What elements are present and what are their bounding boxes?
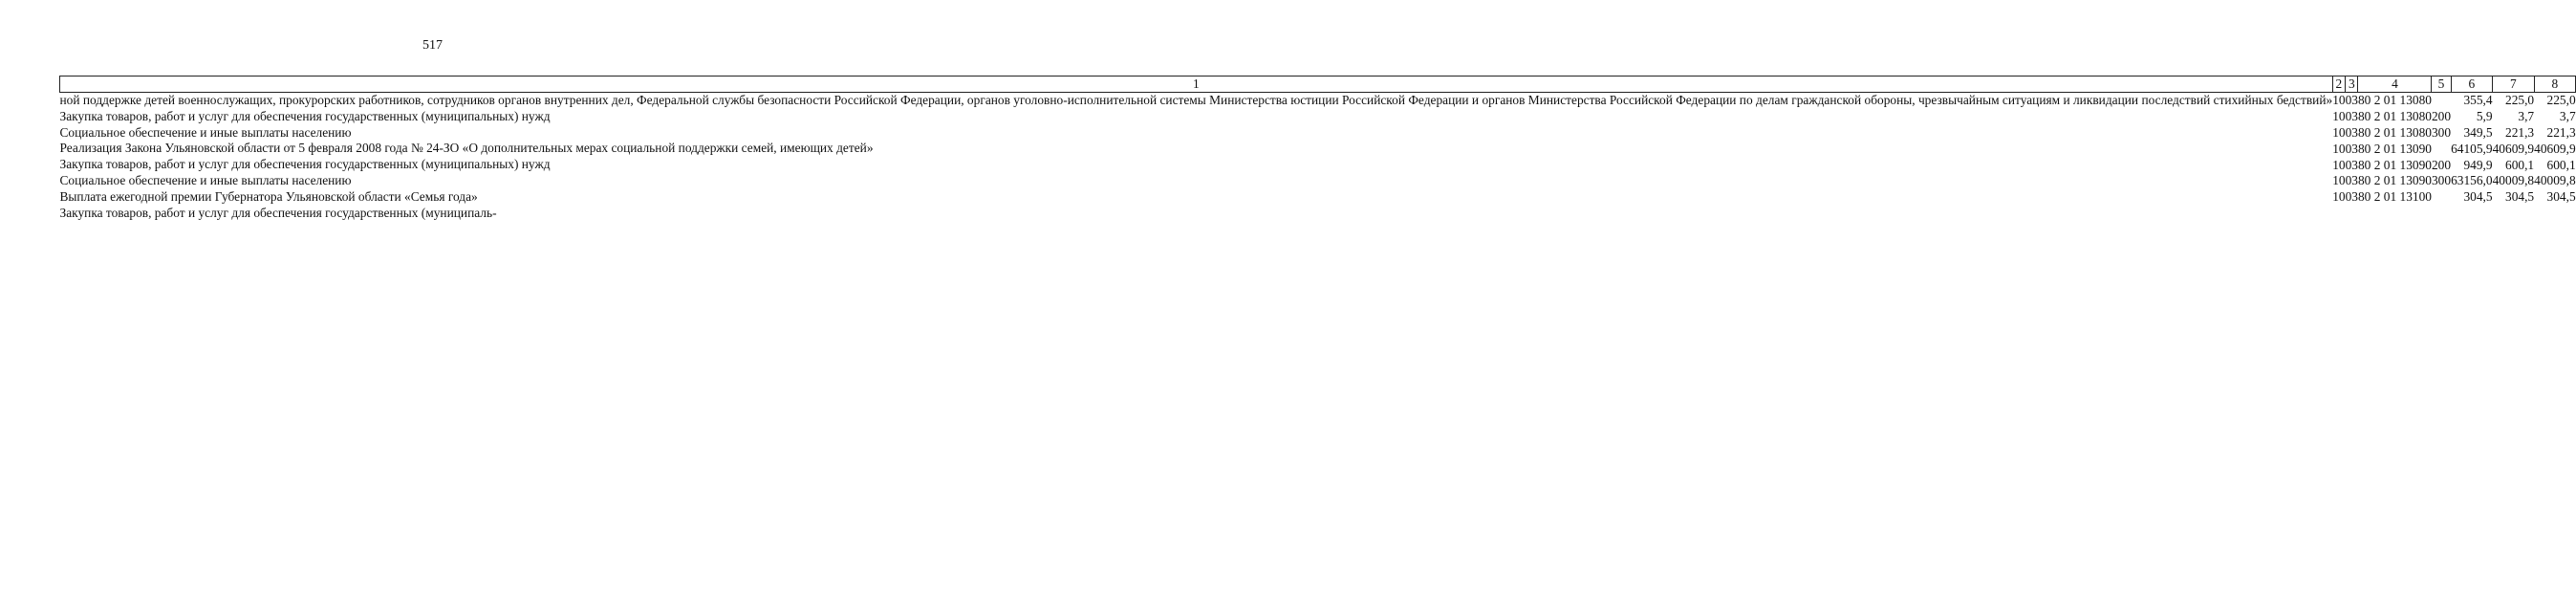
col-header-6: 6	[2451, 76, 2493, 93]
row-value-7	[2493, 206, 2535, 222]
row-name: Закупка товаров, работ и услуг для обеспечения государственных (муниципальных) нужд	[59, 157, 551, 172]
row-section: 10	[2332, 157, 2346, 172]
row-target-code: 80 2 01 13100	[2357, 189, 2432, 205]
row-value-7: 221,3	[2505, 124, 2535, 140]
row-expense-type	[2432, 141, 2451, 157]
row-section: 10	[2332, 124, 2346, 140]
row-section: 10	[2332, 93, 2346, 108]
row-expense-type	[2432, 206, 2451, 222]
table-row	[60, 93, 2576, 109]
row-section: 10	[2332, 141, 2346, 156]
row-expense-type	[2432, 189, 2451, 206]
row-expense-type: 300	[2431, 173, 2452, 188]
row-subsection	[2346, 206, 2358, 222]
row-subsection: 03	[2345, 124, 2358, 140]
row-expense-type: 200	[2431, 157, 2452, 172]
col-header-5: 5	[2432, 76, 2451, 93]
row-name: Выплата ежегодной премии Губернатора Ульяновской области «Семья года»	[59, 188, 478, 204]
row-name: ной поддержке детей военнослужащих, прокурорских работников, сотрудников органов внутренних дел, Федеральной службы безопасности Российской Федерации, органов уголовно-исполнительной системы Министерства юстиции Российской Федерации и органов Министерства Российской Федерации по делам гражданской обороны, чрезвычайным ситуациям и ликвидации последствий стихийных бедствий»	[59, 93, 2333, 107]
row-expense-type: 300	[2431, 124, 2452, 140]
row-value-8	[2534, 206, 2576, 222]
row-subsection: 03	[2345, 141, 2358, 156]
row-value-6: 63156,0	[2451, 173, 2493, 188]
table-row	[60, 125, 2576, 142]
row-target-code: 80 2 01 13080	[2357, 124, 2432, 140]
table-row	[60, 189, 2576, 206]
row-subsection: 03	[2345, 189, 2358, 205]
row-value-6: 5,9	[2476, 109, 2493, 124]
row-value-7: 3,7	[2518, 109, 2535, 124]
row-value-6: 349,5	[2463, 124, 2493, 140]
col-header-4: 4	[2358, 76, 2432, 93]
row-value-7: 225,0	[2505, 93, 2535, 108]
row-target-code: 80 2 01 13090	[2357, 173, 2432, 188]
table-row	[60, 157, 2576, 173]
row-value-8: 304,5	[2546, 189, 2576, 205]
row-value-8: 600,1	[2546, 157, 2576, 172]
col-header-8: 8	[2534, 76, 2576, 93]
row-value-6: 949,9	[2463, 157, 2493, 172]
row-subsection: 03	[2345, 157, 2358, 172]
row-value-7: 40009,8	[2492, 173, 2535, 188]
row-section: 10	[2332, 173, 2346, 188]
budget-table	[59, 76, 2576, 221]
row-name: Закупка товаров, работ и услуг для обеспечения государственных (муниципаль-	[59, 205, 497, 220]
row-value-6: 64105,9	[2451, 141, 2493, 156]
row-target-code: 80 2 01 13090	[2357, 157, 2432, 172]
row-expense-type: 200	[2431, 109, 2452, 124]
row-value-6: 355,4	[2463, 93, 2493, 108]
row-value-7: 40609,9	[2492, 141, 2535, 156]
row-name: Социальное обеспечение и иные выплаты населению	[59, 172, 352, 187]
header-row	[60, 76, 2576, 93]
table-row	[60, 173, 2576, 189]
row-target-code: 80 2 01 13080	[2357, 109, 2432, 124]
row-value-6	[2451, 206, 2493, 222]
row-section: 10	[2332, 189, 2346, 205]
row-target-code: 80 2 01 13080	[2357, 93, 2432, 108]
row-value-8: 225,0	[2546, 93, 2576, 108]
row-target-code: 80 2 01 13090	[2357, 141, 2432, 156]
row-section	[2332, 206, 2345, 222]
table-row	[60, 141, 2576, 157]
row-section: 10	[2332, 109, 2346, 124]
row-name: Социальное обеспечение и иные выплаты населению	[59, 124, 352, 140]
row-value-8: 40609,9	[2534, 141, 2576, 156]
col-header-1: 1	[60, 76, 2333, 93]
row-subsection: 03	[2345, 109, 2358, 124]
row-value-6: 304,5	[2463, 189, 2493, 205]
col-header-7: 7	[2493, 76, 2535, 93]
row-name: Закупка товаров, работ и услуг для обеспечения государственных (муниципальных) нужд	[59, 108, 551, 123]
row-subsection: 03	[2345, 173, 2358, 188]
row-expense-type	[2432, 93, 2451, 109]
row-name: Реализация Закона Ульяновской области от 5 февраля 2008 года № 24-ЗО «О дополнительных мерах социальной поддержки семей, имеющих детей»	[59, 141, 874, 156]
row-target-code	[2358, 206, 2432, 222]
row-value-7: 304,5	[2505, 189, 2535, 205]
table-row	[60, 206, 2576, 222]
row-subsection: 03	[2345, 93, 2358, 108]
row-value-8: 221,3	[2546, 124, 2576, 140]
table-row	[60, 109, 2576, 125]
page-number: 517	[422, 38, 443, 53]
row-value-8: 40009,8	[2534, 173, 2576, 188]
row-value-7: 600,1	[2505, 157, 2535, 172]
row-value-8: 3,7	[2559, 109, 2576, 124]
col-header-2: 2	[2332, 76, 2345, 93]
col-header-3: 3	[2346, 76, 2358, 93]
